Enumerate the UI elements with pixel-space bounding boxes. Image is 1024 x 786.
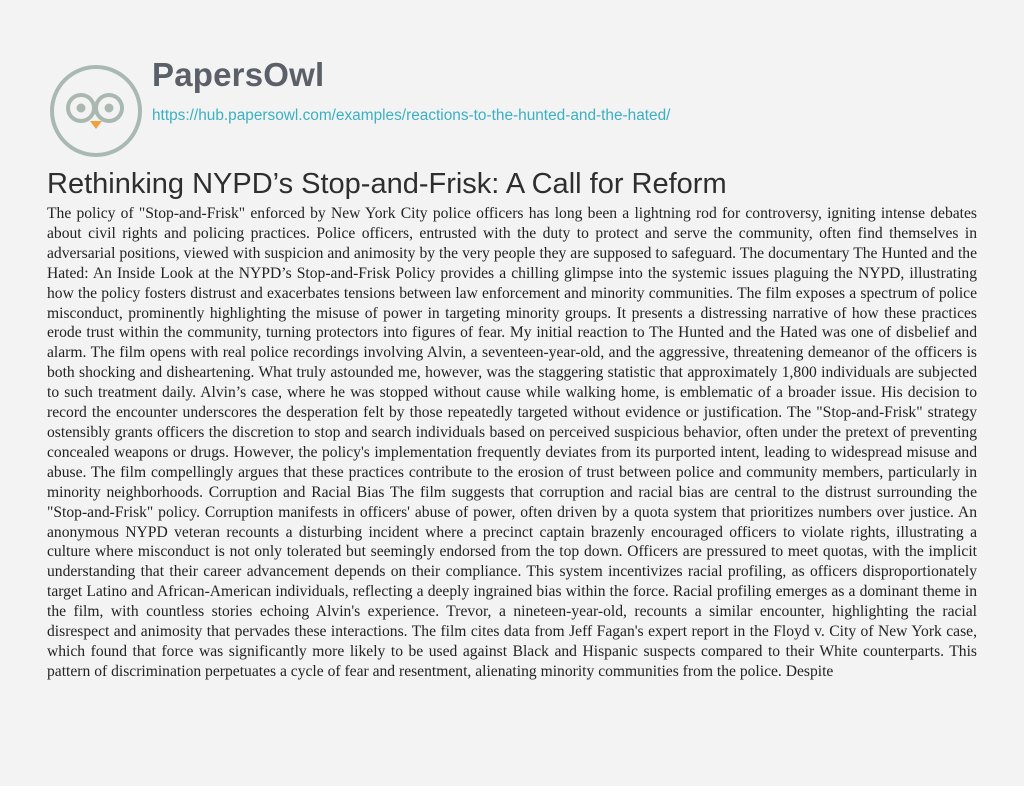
source-url-link[interactable]: https://hub.papersowl.com/examples/reactions-to-the-hunted-and-the-hated/ (152, 107, 671, 124)
brand-name[interactable]: PapersOwl (152, 56, 325, 93)
owl-eyes-icon[interactable] (47, 62, 145, 160)
site-header (0, 0, 1024, 150)
document-body: The policy of "Stop-and-Frisk" enforced by New York City police officers has long been a lightning rod for controversy, igniting intense debates about civil rights and policing practices. Police officers, entrusted with the duty to protect and serve the community, often find themselves in adversarial positions, viewed with suspicion and animosity by the very people they are supposed to safeguard. The documentary The Hunted and the Hated: An Inside Look at the NYPD’s Stop-and-Frisk Policy provides a chilling glimpse into the systemic issues plaguing the NYPD, illustrating how the policy fosters distrust and exacerbates tensions between law enforcement and minority communities. The film exposes a spectrum of police misconduct, prominently highlighting the misuse of power in targeting minority groups. It presents a distressing narrative of how these practices erode trust within the community, turning protectors into figures of fear. My initial reaction to The Hunted and the Hated was one of disbelief and alarm. The film opens with real police recordings involving Alvin, a seventeen-year-old, and the aggressive, threatening demeanor of the officers is both shocking and disheartening. What truly astounded me, however, was the staggering statistic that approximately 1,800 individuals are subjected to such treatment daily. Alvin’s case, where he was stopped without cause while walking home, is emblematic of a broader issue. His decision to record the encounter underscores the desperation felt by those repeatedly targeted without evidence or justification. The "Stop-and-Frisk" strategy ostensibly grants officers the discretion to stop and search individuals based on perceived suspicious behavior, often under the pretext of preventing concealed weapons or drugs. However, the policy's implementation frequently deviates from its purported intent, leading to widespread misuse and abuse. The film compellingly argues that these practices contribute to the erosion of trust between police and community members, particularly in minority neighborhoods. Corruption and Racial Bias The film suggests that corruption and racial bias are central to the distrust surrounding the "Stop-and-Frisk" policy. Corruption manifests in officers' abuse of power, often driven by a quota system that prioritizes numbers over justice. An anonymous NYPD veteran recounts a disturbing incident where a precinct captain brazenly encouraged officers to violate rights, illustrating a culture where misconduct is not only tolerated but seemingly endorsed from the top down. Officers are pressured to meet quotas, with the implicit understanding that their career advancement depends on their compliance. This system incentivizes racial profiling, as officers disproportionately target Latino and African-American individuals, reflecting a deeply ingrained bias within the force. Racial profiling emerges as a dominant theme in the film, with countless stories echoing Alvin's experience. Trevor, a nineteen-year-old, recounts a similar encounter, highlighting the racial disrespect and animosity that pervades these interactions. The film cites data from Jeff Fagan's expert report in the Floyd v. City of New York case, which found that force was significantly more likely to be used against Black and Hispanic suspects compared to their White counterparts. This pattern of discrimination perpetuates a cycle of fear and resentment, alienating minority communities from the police. Despite (47, 205, 977, 680)
document-title: Rethinking NYPD’s Stop-and-Frisk: A Call for Reform (47, 168, 727, 200)
